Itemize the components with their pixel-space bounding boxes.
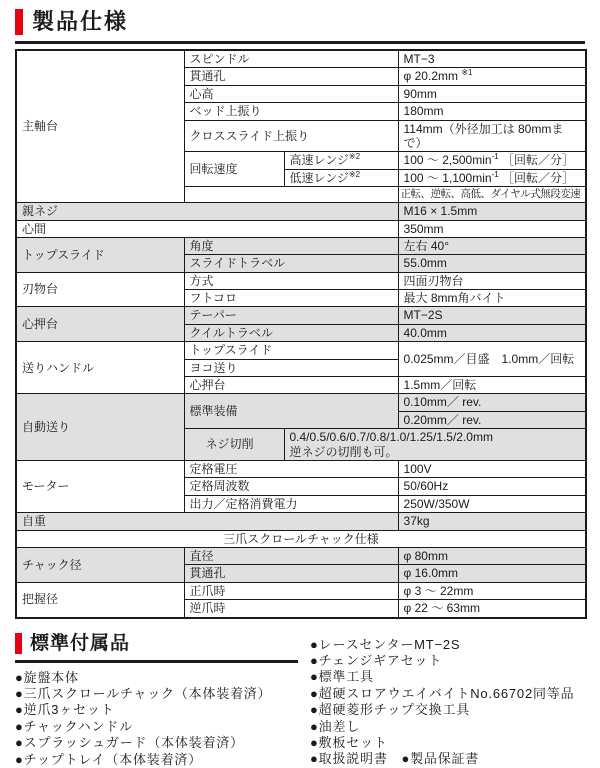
list-item: ●三爪スクロールチャック（本体装着済）: [15, 685, 272, 701]
spec-value-cell: M16 × 1.5mm: [398, 203, 586, 220]
spec-sub-label: 逆爪時: [184, 600, 398, 618]
spec-value-cell: 250W/350W: [398, 495, 586, 512]
spec-value-cell: 50/60Hz: [398, 478, 586, 495]
spec-row: [16, 272, 586, 289]
spec-table-subtitle: 三爪スクロールチャック仕様: [16, 530, 586, 547]
spec-value-cell: 0.20mm／ rev.: [398, 411, 586, 428]
spec-value-cell: 100V: [398, 460, 586, 477]
spec-value-cell: 左右 40°: [398, 237, 586, 254]
spec-value-cell: 0.10mm／ rev.: [398, 394, 586, 411]
spec-value-cell: 37kg: [398, 513, 586, 530]
spec-sub-label: クロススライド上振り: [184, 120, 398, 152]
spec-section-label: モーター: [16, 460, 184, 512]
red-accent-bar: [15, 9, 23, 35]
page-title: 製品仕様: [32, 9, 129, 34]
spec-row: [16, 582, 586, 599]
spec-section-label: 心間: [16, 220, 398, 237]
list-item: ●標準工具: [310, 669, 374, 685]
list-item: ●取扱説明書 ●製品保証書: [310, 751, 480, 767]
list-item: ●チャックハンドル: [15, 718, 133, 734]
accessories-list-left: [15, 670, 305, 768]
spec-value-cell: 40.0mm: [398, 324, 586, 341]
spec-value-cell: ヨコ送り: [184, 359, 398, 376]
spec-section-label: 自重: [16, 513, 398, 530]
red-accent-bar: [15, 633, 22, 654]
spec-value-cell: 0.025mm／目盛 1.0mm／回転: [398, 342, 586, 377]
spec-value-cell: 100 ～ $1,100\min^{-1}$ ［回転／分］: [398, 169, 586, 186]
spec-value-cell: φ 3 ～ 22mm: [398, 582, 586, 599]
spec-sub-label: ベッド上振り: [184, 103, 398, 120]
accessories-header: [15, 632, 305, 656]
spec-sub-label: 定格電圧: [184, 460, 398, 477]
spec-row: [16, 220, 586, 237]
spec-sub-label: 直径: [184, 547, 398, 564]
spec-section-label: 刃物台: [16, 272, 184, 307]
list-item: ●敷板セット: [310, 734, 388, 750]
spec-sub-label: 角度: [184, 237, 398, 254]
accessories-left-column: [15, 630, 305, 768]
spec-sub-label: 貫通孔: [184, 68, 398, 85]
spec-sub-label: フトコロ: [184, 290, 398, 307]
list-item: ●超硬スロアウエイバイトNo.66702同等品: [310, 685, 575, 701]
spec-value-cell: 最大 8mm角バイト: [398, 290, 586, 307]
spec-sub-label: テーパー: [184, 307, 398, 324]
spec-section-label: トップスライド: [16, 237, 184, 272]
spec-row: [16, 547, 586, 564]
spec-row: [16, 307, 586, 324]
spec-section-label: 心押台: [16, 307, 184, 342]
spec-sub-label: 心押台: [184, 377, 398, 394]
spec-value-cell: φ 20.2mm $^{※1}$: [398, 68, 586, 85]
spec-sub-label: クイルトラベル: [184, 324, 398, 341]
spec-row: [16, 50, 586, 68]
spec-value-cell: 0.4/0.5/0.6/0.7/0.8/1.0/1.25/1.5/2.0mm 逆ネジの切削も可。: [284, 429, 586, 461]
spec-row: [16, 203, 586, 220]
spec-sub-label: 心高: [184, 85, 398, 102]
accessories-list-right: [310, 637, 588, 768]
spec-row: [16, 394, 586, 411]
accessories-section: [15, 630, 585, 766]
spec-table: [15, 49, 587, 619]
spec-value-cell: φ 80mm: [398, 547, 586, 564]
spec-value-cell: 180mm: [398, 103, 586, 120]
spec-sub-label: 低速レンジ$^{※2}$: [284, 169, 398, 186]
spec-value-cell: 正転、逆転、高低、ダイヤル式無段変速: [398, 187, 586, 203]
spec-section-label: 送りハンドル: [16, 342, 184, 394]
spec-sub-label: トップスライド: [184, 342, 398, 359]
list-item: ●旋盤本体: [15, 669, 79, 685]
spec-sub-label: 正爪時: [184, 582, 398, 599]
list-item: ●チェンジギアセット: [310, 652, 443, 668]
spec-sub-label: 標準装備: [184, 394, 398, 429]
list-item: ●レースセンターMT−2S: [310, 636, 461, 652]
spec-value-cell: 114mm（外径加工は 80mmまで）: [398, 120, 586, 152]
spec-sub-label: 貫通孔: [184, 565, 398, 582]
accessories-title: 標準付属品: [30, 632, 131, 654]
spec-row: [16, 342, 586, 359]
spec-section-label: チャック径: [16, 547, 184, 582]
spec-sub-label: 高速レンジ$^{※2}$: [284, 152, 398, 169]
spec-section-label: 把握径: [16, 582, 184, 617]
spec-value-cell: 350mm: [398, 220, 586, 237]
spec-row: [16, 460, 586, 477]
spec-row: [16, 530, 586, 547]
spec-section-label: 回転速度: [184, 152, 284, 187]
spec-value-cell: φ 16.0mm: [398, 565, 586, 582]
list-item: ●チップトレイ（本体装着済）: [15, 751, 203, 767]
spec-row: [16, 513, 586, 530]
spec-value-cell: 90mm: [398, 85, 586, 102]
spec-section-header: [15, 8, 585, 36]
list-item: ●油差し: [310, 718, 361, 734]
spec-value-cell: 1.5mm／回転: [398, 377, 586, 394]
spec-value-cell: 四面刃物台: [398, 272, 586, 289]
spec-value-cell: φ 22 ～ 63mm: [398, 600, 586, 618]
spec-section-label: 親ネジ: [16, 203, 398, 220]
accessories-divider: [15, 660, 298, 663]
spec-sub-label: スピンドル: [184, 50, 398, 68]
list-item: ●超硬菱形チップ交換工具: [310, 702, 471, 718]
list-item: ●スプラッシュガード（本体装着済）: [15, 735, 244, 751]
spec-value-cell: MT−2S: [398, 307, 586, 324]
spec-row: [16, 237, 586, 254]
spec-sub-label: 方式: [184, 272, 398, 289]
spec-sub-label: [184, 187, 398, 203]
spec-sub-label: 出力／定格消費電力: [184, 495, 398, 512]
spec-sub-label: 定格周波数: [184, 478, 398, 495]
spec-sub-label: スライドトラベル: [184, 255, 398, 272]
spec-section-label: 主軸台: [16, 50, 184, 203]
accessories-right-column: [310, 637, 588, 768]
spec-table-body: [16, 50, 586, 618]
list-item: ●逆爪3ヶセット: [15, 702, 115, 718]
spec-sub-label: ネジ切削: [184, 429, 284, 461]
spec-value-cell: MT−3: [398, 50, 586, 68]
spec-value-cell: 100 ～ $2,500\min^{-1}$ ［回転／分］: [398, 152, 586, 169]
spec-value-cell: 55.0mm: [398, 255, 586, 272]
spec-section-label: 自動送り: [16, 394, 184, 461]
title-divider: [15, 41, 585, 44]
